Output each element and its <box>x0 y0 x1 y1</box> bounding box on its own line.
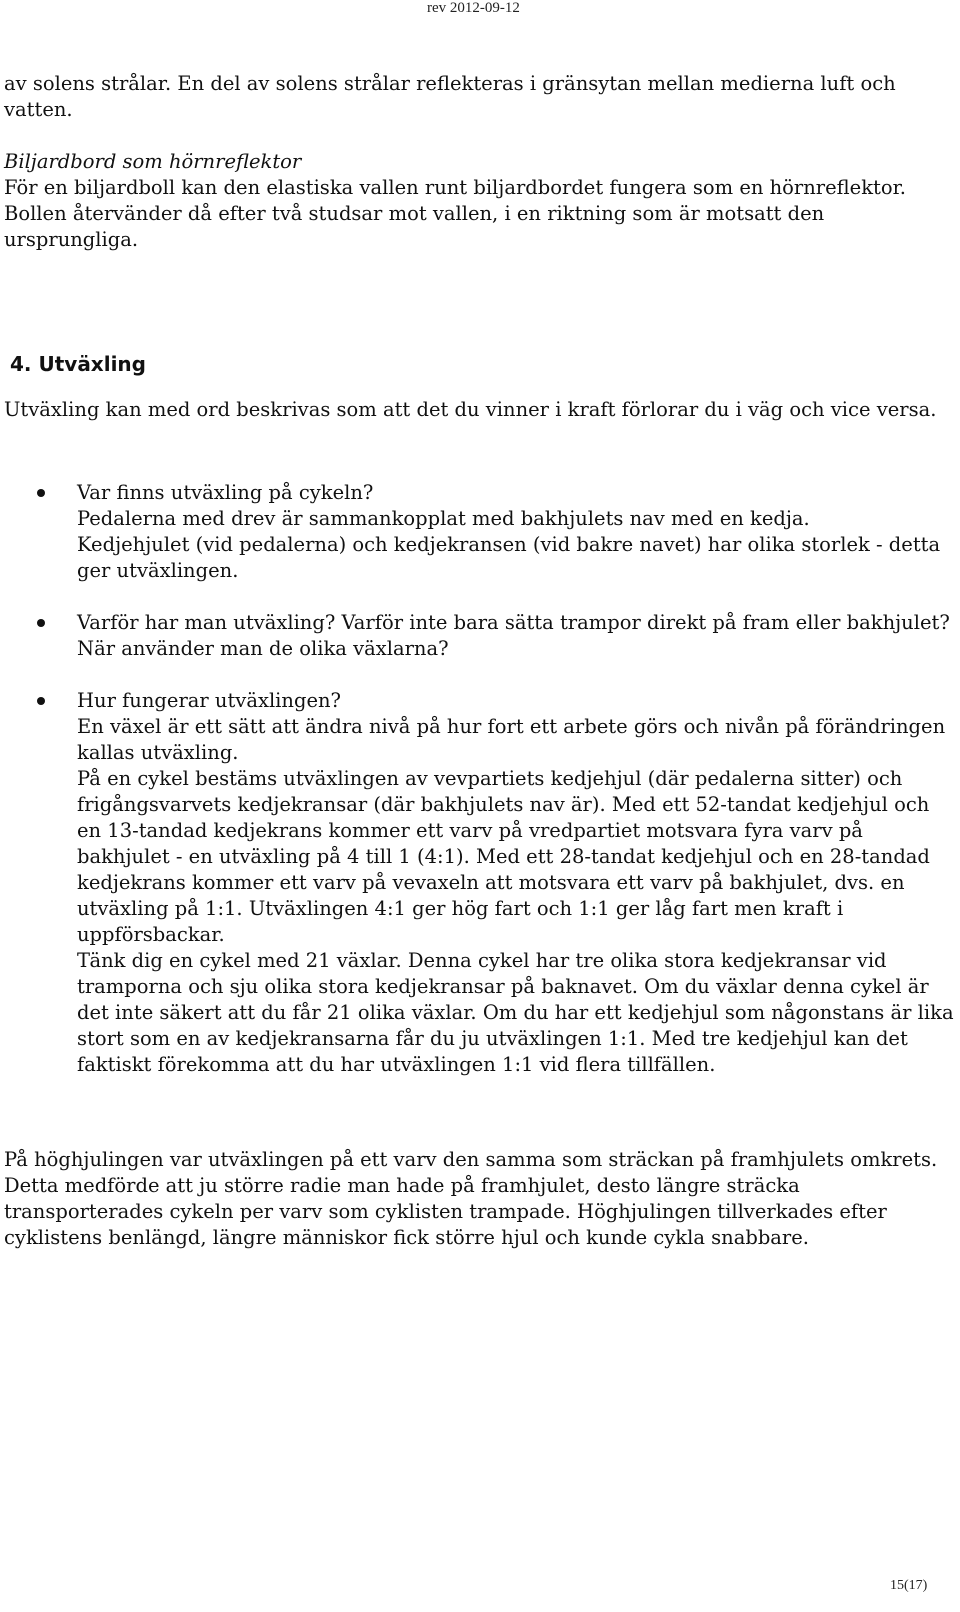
bullet-icon <box>37 619 45 627</box>
section-lead <box>4 397 954 423</box>
section-heading: 4. Utväxling <box>10 352 146 376</box>
page-number: 15(17) <box>890 1578 928 1593</box>
answer-text: Tänk dig en cykel med 21 växlar. Denna cykel har tre olika stora kedjekransar vid tramporna och sju olika stora kedjekransar på baknavet. Om du växlar denna cykel är det inte säkert att du får 21 olika växlar. Om du har ett kedjehjul som någonstans är lika stort som en av kedjekransarna får du ju utväxlingen 1:1. Med tre kedjehjul kan det faktiskt förekomma att du har utväxlingen 1:1 vid flera tillfällen. <box>77 949 954 1076</box>
closing-section <box>4 1147 954 1251</box>
subheading-biljardbord: Biljardbord som hörnreflektor <box>4 150 302 173</box>
lead-paragraph: Utväxling kan med ord beskrivas som att det du vinner i kraft förlorar du i väg och vice versa. <box>4 398 937 421</box>
list-item <box>0 610 955 662</box>
intro-section <box>4 71 954 253</box>
closing-paragraph: På höghjulingen var utväxlingen på ett varv den samma som sträckan på framhjulets omkrets. Detta medförde att ju större radie man hade på framhjulet, desto längre sträcka transporterades cykeln per varv som cyklisten trampade. Höghjulingen tillverkades efter cyklistens benlängd, längre människor fick större hjul och kunde cykla snabbare. <box>4 1148 938 1249</box>
question-text: Hur fungerar utväxlingen? <box>77 689 342 712</box>
answer-text: En växel är ett sätt att ändra nivå på hur fort ett arbete görs och nivån på förändringen kallas utväxling. <box>77 715 946 764</box>
question-text: Var finns utväxling på cykeln? <box>77 481 374 504</box>
intro-paragraph: av solens strålar. En del av solens strålar reflekteras i gränsytan mellan medierna luft och vatten. <box>4 72 896 121</box>
answer-text: Pedalerna med drev är sammankopplat med bakhjulets nav med en kedja. <box>77 507 810 530</box>
question-list <box>0 480 955 1104</box>
question-text: Varför har man utväxling? Varför inte bara sätta trampor direkt på fram eller bakhjulet? När använder man de olika växlarna? <box>77 611 950 660</box>
bullet-icon <box>37 489 45 497</box>
biljard-paragraph: För en biljardboll kan den elastiska vallen runt biljardbordet fungera som en hörnreflektor. Bollen återvänder då efter två studsar mot vallen, i en riktning som är motsatt den ursprungliga. <box>4 176 906 251</box>
answer-text: Kedjehjulet (vid pedalerna) och kedjekransen (vid bakre navet) har olika storlek - detta ger utväxlingen. <box>77 533 941 582</box>
list-item <box>0 688 955 1078</box>
answer-text: På en cykel bestäms utväxlingen av vevpartiets kedjehjul (där pedalerna sitter) och frigångsvarvets kedjekransar (där bakhjulets nav är). Med ett 52-tandat kedjehjul och en 13-tandad kedjekrans kommer ett varv på vredpartiet motsvara fyra varv på bakhjulet - en utväxling på 4 till 1 (4:1). Med ett 28-tandat kedjehjul och en 28-tandad kedjekrans kommer ett varv på vevaxeln att motsvara ett varv på bakhjulet, dvs. en utväxling på 1:1. Utväxlingen 4:1 ger hög fart och 1:1 ger låg fart men kraft i uppförsbackar. <box>77 767 930 946</box>
bullet-icon <box>37 697 45 705</box>
list-item <box>0 480 955 584</box>
revision-header: rev 2012-09-12 <box>427 0 520 16</box>
